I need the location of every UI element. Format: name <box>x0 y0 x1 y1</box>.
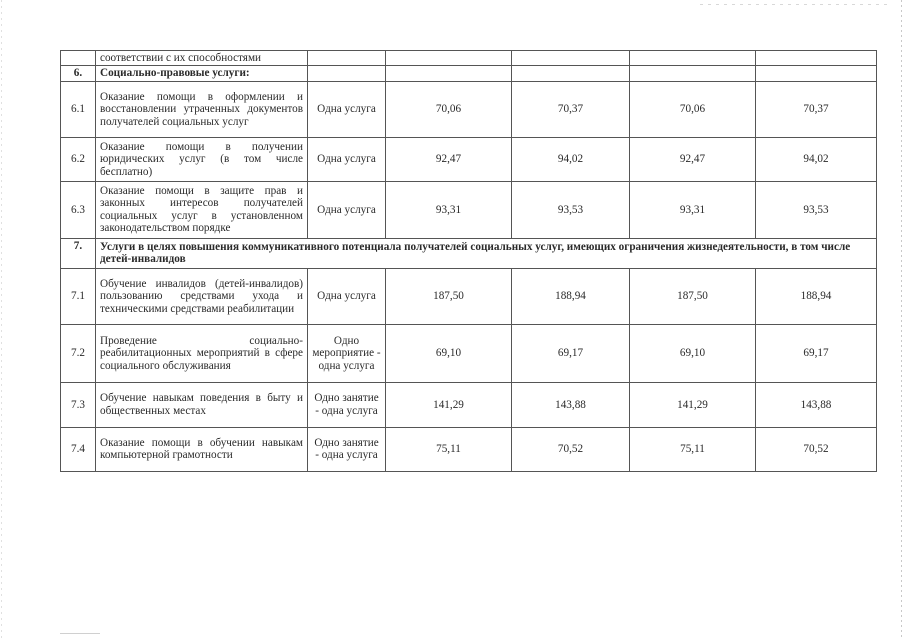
value-2: 70,52 <box>512 427 630 471</box>
value-3: 92,47 <box>630 137 756 181</box>
cell-unit <box>308 66 386 81</box>
value-3: 70,06 <box>630 81 756 137</box>
row-number: 6.3 <box>61 181 96 238</box>
cell-value <box>630 51 756 66</box>
value-3: 93,31 <box>630 181 756 238</box>
value-4: 143,88 <box>756 382 877 427</box>
value-1: 141,29 <box>386 382 512 427</box>
cell-value <box>756 51 877 66</box>
cell-unit <box>308 51 386 66</box>
value-4: 69,17 <box>756 324 877 382</box>
value-1: 69,10 <box>386 324 512 382</box>
table-row <box>61 181 877 238</box>
value-1: 70,06 <box>386 81 512 137</box>
service-unit: Одно занятие - одна услуга <box>308 382 386 427</box>
table-row-continuation <box>61 51 877 66</box>
cell-value <box>386 51 512 66</box>
value-2: 93,53 <box>512 181 630 238</box>
value-2: 70,37 <box>512 81 630 137</box>
table-row <box>61 382 877 427</box>
service-name: Оказание помощи в получении юридических услуг (в том числе бесплатно) <box>96 137 308 181</box>
cell-value <box>512 51 630 66</box>
section-row <box>61 66 877 81</box>
continuation-text: соответствии с их способностями <box>96 51 308 66</box>
table-row <box>61 324 877 382</box>
value-4: 70,52 <box>756 427 877 471</box>
row-number: 6.1 <box>61 81 96 137</box>
page-edge-right <box>901 0 902 640</box>
value-3: 187,50 <box>630 268 756 324</box>
table-row <box>61 268 877 324</box>
service-unit: Одна услуга <box>308 81 386 137</box>
value-1: 187,50 <box>386 268 512 324</box>
service-name: Оказание помощи в оформлении и восстановлении утраченных документов получателей социальных услуг <box>96 81 308 137</box>
value-2: 143,88 <box>512 382 630 427</box>
scan-artifact-bottom <box>60 633 100 634</box>
service-unit: Одно мероприятие - одна услуга <box>308 324 386 382</box>
value-4: 188,94 <box>756 268 877 324</box>
service-name: Обучение инвалидов (детей-инвалидов) пользованию средствами ухода и техническими средствами реабилитации <box>96 268 308 324</box>
service-name: Проведение социально-реабилитационных мероприятий в сфере социального обслуживания <box>96 324 308 382</box>
value-4: 93,53 <box>756 181 877 238</box>
section-row <box>61 238 877 268</box>
table-row <box>61 137 877 181</box>
service-unit: Одна услуга <box>308 181 386 238</box>
service-unit: Одно занятие - одна услуга <box>308 427 386 471</box>
service-unit: Одна услуга <box>308 137 386 181</box>
value-1: 93,31 <box>386 181 512 238</box>
value-3: 75,11 <box>630 427 756 471</box>
value-2: 69,17 <box>512 324 630 382</box>
cell-value <box>386 66 512 81</box>
section-title: Услуги в целях повышения коммуникативного потенциала получателей социальных услуг, имеющих ограничения жизнедеятельности, в том числе детей-инвалидов <box>96 238 877 268</box>
value-1: 75,11 <box>386 427 512 471</box>
row-number: 7.1 <box>61 268 96 324</box>
service-name: Оказание помощи в защите прав и законных интересов получателей социальных услуг в установленном законодательством порядке <box>96 181 308 238</box>
value-3: 141,29 <box>630 382 756 427</box>
cell-value <box>756 66 877 81</box>
table-row <box>61 427 877 471</box>
page-edge-left <box>1 0 2 640</box>
row-number: 7.4 <box>61 427 96 471</box>
row-number: 7.2 <box>61 324 96 382</box>
value-2: 188,94 <box>512 268 630 324</box>
value-4: 94,02 <box>756 137 877 181</box>
scan-artifact-top <box>700 4 890 5</box>
service-unit: Одна услуга <box>308 268 386 324</box>
value-2: 94,02 <box>512 137 630 181</box>
row-number: 7.3 <box>61 382 96 427</box>
table-row <box>61 81 877 137</box>
section-number: 7. <box>61 238 96 268</box>
cell-value <box>512 66 630 81</box>
value-4: 70,37 <box>756 81 877 137</box>
section-number: 6. <box>61 66 96 81</box>
tariff-table <box>60 50 877 472</box>
cell-num <box>61 51 96 66</box>
cell-value <box>630 66 756 81</box>
value-3: 69,10 <box>630 324 756 382</box>
value-1: 92,47 <box>386 137 512 181</box>
service-name: Обучение навыкам поведения в быту и общественных местах <box>96 382 308 427</box>
row-number: 6.2 <box>61 137 96 181</box>
section-title: Социально-правовые услуги: <box>96 66 308 81</box>
service-name: Оказание помощи в обучении навыкам компьютерной грамотности <box>96 427 308 471</box>
